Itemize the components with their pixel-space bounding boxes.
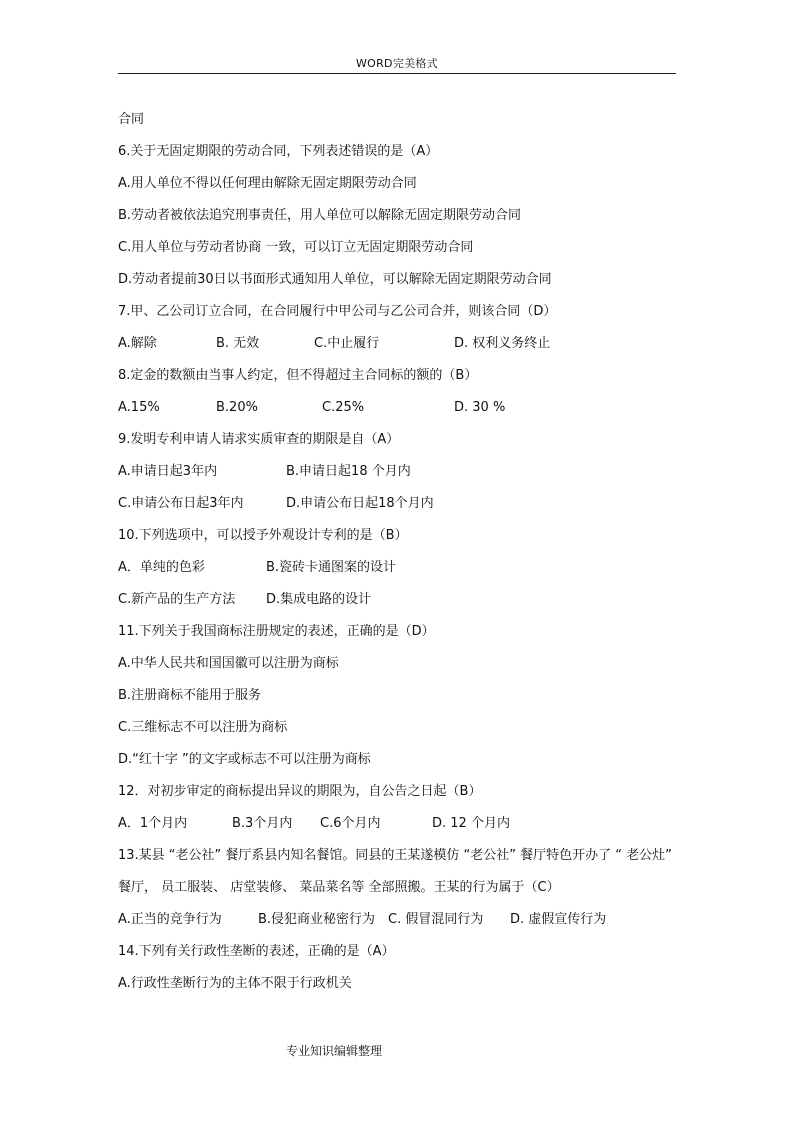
page-header — [118, 57, 676, 74]
footer-text: 专业知识编辑整理 — [285, 1044, 382, 1058]
question-7: 7.甲、乙公司订立合同，在合同履行中甲公司与乙公司合并，则该合同（D） — [118, 304, 557, 319]
text-line: 合同 — [118, 112, 145, 127]
page-footer — [0, 1043, 794, 1059]
question-10-option-b: B.瓷砖卡通图案的设计 — [266, 560, 397, 575]
question-9-options-2 — [118, 488, 678, 520]
question-9: 9.发明专利申请人请求实质审查的期限是自（A） — [118, 432, 400, 447]
question-13-option-c: C. 假冒混同行为 — [388, 912, 484, 927]
question-13: 13.某县 “老公社” 餐厅系县内知名餐馆。同县的王某遂模仿 “老公社” 餐厅特色开办了 “ 老公灶” 餐厅， 员工服装、 店堂装修、 菜品菜名等 全部照搬。王某的行为属于（C） — [118, 848, 672, 895]
question-12-option-c: C.6个月内 — [320, 816, 381, 831]
question-7-option-c: C.中止履行 — [314, 336, 380, 351]
question-11-option-c: C.三维标志不可以注册为商标 — [118, 720, 288, 735]
question-9-option-a: A.申请日起3年内 — [118, 464, 218, 479]
question-10-option-a: A．单纯的色彩 — [118, 560, 205, 575]
question-8-option-d: D. 30 % — [454, 400, 506, 415]
question-9-option-c: C.申请公布日起3年内 — [118, 496, 244, 511]
question-6: 6.关于无固定期限的劳动合同，下列表述错误的是（A） — [118, 144, 439, 159]
question-8: 8.定金的数额由当事人约定，但不得超过主合同标的额的（B） — [118, 368, 478, 383]
question-11-option-a: A.中华人民共和国国徽可以注册为商标 — [118, 656, 339, 671]
question-8-options — [118, 392, 678, 424]
question-9-option-b: B.申请日起18 个月内 — [286, 464, 411, 479]
question-10-options-1 — [118, 552, 678, 584]
question-9-options-1 — [118, 456, 678, 488]
question-11: 11.下列关于我国商标注册规定的表述，正确的是（D） — [118, 624, 435, 639]
question-10: 10.下列选项中，可以授予外观设计专利的是（B） — [118, 528, 408, 543]
header-title: WORD完美格式 — [355, 57, 439, 70]
question-8-option-b: B.20% — [216, 400, 258, 415]
question-12: 12．对初步审定的商标提出异议的期限为，自公告之日起（B） — [118, 784, 482, 799]
question-14-option-a: A.行政性垄断行为的主体不限于行政机关 — [118, 976, 352, 991]
question-11-option-d: D.“红十字 ”的文字或标志不可以注册为商标 — [118, 752, 371, 767]
question-6-option-a: A.用人单位不得以任何理由解除无固定期限劳动合同 — [118, 176, 417, 191]
question-13-option-a: A.正当的竞争行为 — [118, 912, 222, 927]
question-13-option-b: B.侵犯商业秘密行为 — [258, 912, 376, 927]
question-14: 14.下列有关行政性垄断的表述，正确的是（A） — [118, 944, 395, 959]
question-12-option-a: A．1个月内 — [118, 816, 188, 831]
question-7-option-b: B. 无效 — [216, 336, 260, 351]
question-10-option-c: C.新产品的生产方法 — [118, 592, 236, 607]
question-7-option-d: D. 权利义务终止 — [454, 336, 551, 351]
question-13-option-d: D. 虚假宣传行为 — [510, 912, 607, 927]
document-body — [118, 104, 678, 1000]
question-10-options-2 — [118, 584, 678, 616]
question-8-option-a: A.15% — [118, 400, 160, 415]
question-6-option-d: D.劳动者提前30日以书面形式通知用人单位，可以解除无固定期限劳动合同 — [118, 272, 552, 287]
question-9-option-d: D.申请公布日起18个月内 — [286, 496, 434, 511]
question-6-option-b: B.劳动者被依法追究刑事责任，用人单位可以解除无固定期限劳动合同 — [118, 208, 522, 223]
question-12-option-b: B.3个月内 — [232, 816, 293, 831]
question-13-options — [118, 904, 678, 936]
question-7-options — [118, 328, 678, 360]
question-10-option-d: D.集成电路的设计 — [266, 592, 372, 607]
question-8-option-c: C.25% — [322, 400, 365, 415]
question-12-options — [118, 808, 678, 840]
question-12-option-d: D. 12 个月内 — [432, 816, 510, 831]
question-7-option-a: A.解除 — [118, 336, 157, 351]
question-6-option-c: C.用人单位与劳动者协商 一致，可以订立无固定期限劳动合同 — [118, 240, 474, 255]
question-11-option-b: B.注册商标不能用于服务 — [118, 688, 262, 703]
